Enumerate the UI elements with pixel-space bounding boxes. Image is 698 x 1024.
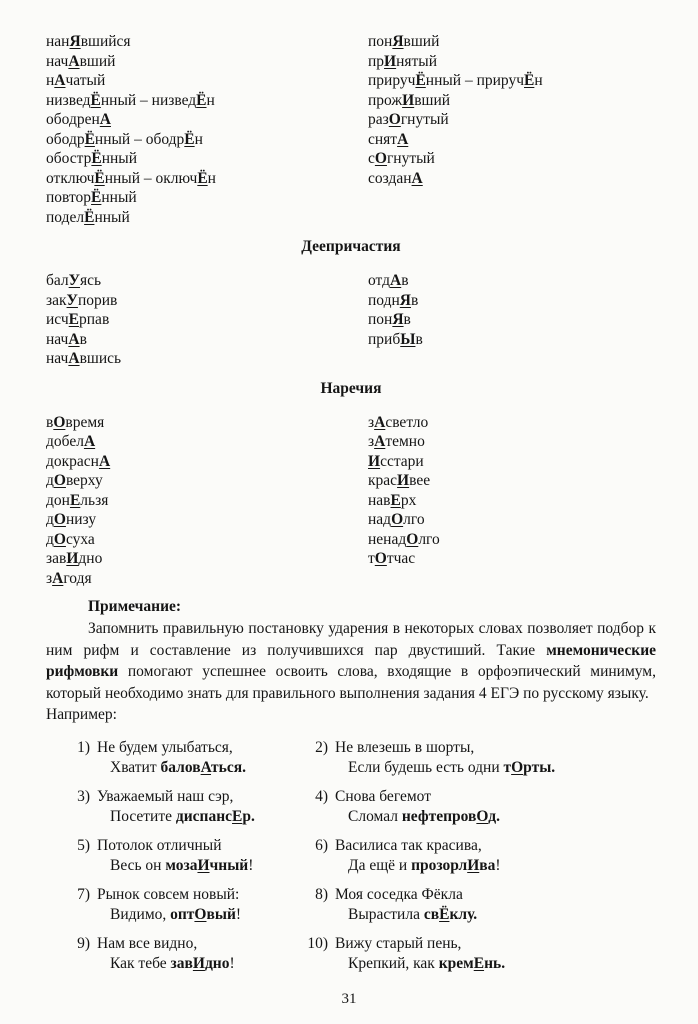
rhyme-item: [302, 787, 656, 828]
rhyme-item: [64, 836, 302, 877]
rhyme-number: 9): [77, 934, 90, 952]
word-item: завИдно: [46, 550, 103, 567]
stress-accent: Ё: [439, 906, 450, 923]
stress-accent: Е: [68, 311, 80, 328]
rhyme-lines: [335, 738, 555, 779]
stress-accent: И: [66, 550, 79, 567]
rhyme-number: 4): [315, 787, 328, 805]
rhyme-line-1: Потолок отличный: [97, 836, 222, 854]
rhyme-lines: [97, 738, 246, 779]
rhyme-line-2: Видимо, оптОвый!: [110, 906, 242, 923]
word-item: отключЁнный – оключЁн: [46, 169, 216, 187]
stress-accent: Ё: [84, 208, 95, 226]
participles-left-column: [46, 32, 368, 227]
stress-accent: Я: [392, 311, 404, 328]
word-item: понЯв: [368, 311, 411, 328]
stress-accent: А: [68, 350, 80, 367]
stress-accent: Ы: [400, 330, 416, 348]
stress-accent: О: [391, 511, 404, 528]
rhyme-item: [64, 738, 302, 779]
stress-accent: А: [411, 169, 423, 187]
word-item: балУясь: [46, 272, 102, 289]
word-item: отдАв: [368, 272, 409, 289]
word-item: зАгодя: [46, 569, 92, 587]
stress-accent: А: [98, 452, 111, 470]
rhyme-item: [302, 885, 656, 926]
stress-accent: Ё: [196, 91, 207, 109]
rhyme-line-1: Нам все видно,: [97, 934, 198, 952]
word-item: докраснА: [46, 452, 111, 470]
participles-section: [46, 32, 656, 227]
rhyme-number: 7): [77, 885, 90, 903]
stress-accent: О: [388, 111, 401, 128]
rhyme-line-1: Рынок совсем новый:: [97, 885, 240, 903]
word-item: поднЯв: [368, 291, 419, 309]
rhyme-number: 6): [315, 836, 328, 854]
rhyme-item: [64, 885, 302, 926]
narechiya-left-column: [46, 413, 368, 589]
stress-accent: А: [68, 52, 80, 70]
word-item: прожИвший: [368, 91, 451, 109]
stress-accent: Ё: [415, 72, 426, 89]
rhyme-line-2: Как тебе завИдно!: [110, 955, 235, 972]
rhyme-number: 2): [315, 738, 328, 756]
word-item: Исстари: [368, 452, 424, 470]
stress-accent: А: [83, 433, 96, 450]
word-item: понЯвший: [368, 33, 440, 50]
stress-accent: И: [384, 52, 397, 70]
stress-accent: Я: [392, 33, 404, 50]
rhyme-item: [64, 934, 302, 975]
word-item: начАвшись: [46, 350, 122, 367]
page-number: 31: [341, 991, 357, 1007]
stress-accent: Е: [69, 491, 81, 509]
word-item: нанЯвшийся: [46, 33, 131, 50]
stress-accent: Ё: [197, 169, 208, 187]
word-item: поделЁнный: [46, 208, 130, 226]
rhyme-line-1: Вижу старый пень,: [335, 934, 462, 952]
rhyme-lines: [335, 885, 477, 926]
word-item: низведЁнный – низведЁн: [46, 91, 215, 109]
rhyme-line-2: Если будешь есть одни тОрты.: [348, 759, 556, 776]
word-item: ободрЁнный – ободрЁн: [46, 130, 203, 148]
word-item: снятА: [368, 130, 409, 148]
rhyme-lines: [97, 836, 253, 877]
rhyme-line-2: Крепкий, как кремЕнь.: [348, 955, 506, 972]
stress-accent: О: [194, 906, 207, 923]
stress-accent: И: [197, 857, 210, 874]
stress-accent: О: [53, 530, 66, 548]
rhymes-section: [64, 738, 656, 975]
rhyme-item: [302, 934, 656, 975]
note-paragraph: Запомнить правильную постановку ударения в некоторых словах позволяет подбор к ним рифм и составление из получившихся пар двустиший. Такие мнемонические рифмовки помогают успешнее освоить слова, входящие в орфоэпический минимум, который необходимо знать для правильного выполнения задания 4 ЕГЭ по русскому языку.: [46, 620, 656, 702]
stress-accent: Ё: [184, 130, 195, 148]
rhyme-number: 5): [77, 836, 90, 854]
stress-accent: А: [68, 330, 80, 348]
participles-right-column: [368, 32, 656, 227]
word-item: тОтчас: [368, 550, 416, 567]
stress-accent: Я: [399, 291, 411, 309]
word-item: добелА: [46, 433, 96, 450]
rhymes-right-column: [302, 738, 656, 975]
word-item: прИнятый: [368, 52, 438, 70]
rhyme-item: [302, 738, 656, 779]
heading-deeprichastiya: Деепричастия: [301, 238, 401, 255]
rhyme-line-1: Уважаемый наш сэр,: [97, 787, 234, 805]
word-item: красИвее: [368, 472, 431, 489]
stress-accent: О: [476, 808, 489, 825]
rhyme-item: [64, 787, 302, 828]
stress-accent: Ё: [84, 130, 95, 148]
narechiya-section: [46, 413, 656, 589]
word-item: дОсуха: [46, 530, 95, 548]
rhyme-line-2: Посетите диспансЕр.: [110, 808, 255, 825]
stress-accent: О: [374, 550, 387, 567]
rhyme-line-1: Снова бегемот: [335, 787, 431, 805]
rhyme-lines: [97, 934, 235, 975]
stress-accent: Ё: [91, 189, 102, 206]
rhymes-left-column: [64, 738, 302, 975]
stress-accent: Е: [390, 491, 401, 509]
stress-accent: А: [397, 130, 409, 148]
stress-accent: А: [374, 433, 386, 450]
stress-accent: Е: [473, 955, 485, 972]
rhyme-number: 3): [77, 787, 90, 805]
word-item: прибЫв: [368, 330, 423, 348]
rhyme-line-2: Сломал нефтепровОд.: [348, 808, 500, 825]
word-item: закУпорив: [46, 291, 118, 309]
stress-accent: О: [511, 759, 524, 776]
stress-accent: А: [390, 272, 402, 289]
stress-accent: О: [53, 472, 66, 489]
rhyme-line-2: Да ещё и прозорлИва!: [348, 857, 501, 874]
example-label: Например:: [46, 706, 117, 723]
rhyme-number: 8): [315, 885, 328, 903]
word-item: навЕрх: [368, 491, 417, 509]
rhyme-line-2: Весь он мозаИчный!: [110, 857, 254, 874]
stress-accent: И: [397, 472, 410, 489]
stress-accent: У: [68, 272, 81, 289]
word-item: нАчатый: [46, 72, 106, 89]
stress-accent: Я: [69, 33, 81, 50]
stress-accent: Ё: [94, 169, 105, 187]
word-item: дОнизу: [46, 511, 97, 528]
word-item: зАтемно: [368, 433, 425, 450]
word-item: ободренА: [46, 111, 111, 128]
rhyme-lines: [335, 787, 500, 828]
word-item: надОлго: [368, 511, 425, 528]
rhyme-line-1: Не будем улыбаться,: [97, 738, 233, 756]
stress-accent: О: [374, 150, 387, 167]
word-item: донЕльзя: [46, 491, 109, 509]
stress-accent: Ё: [90, 91, 101, 109]
word-item: приручЁнный – приручЁн: [368, 72, 543, 89]
stress-accent: Ё: [91, 150, 102, 167]
stress-accent: И: [467, 857, 480, 874]
word-item: дОверху: [46, 472, 103, 489]
stress-accent: А: [99, 111, 111, 128]
word-item: обострЁнный: [46, 150, 138, 167]
stress-accent: У: [66, 291, 78, 309]
stress-accent: А: [54, 72, 66, 89]
stress-accent: Е: [232, 808, 243, 825]
rhyme-lines: [97, 885, 241, 926]
stress-accent: Ё: [524, 72, 535, 89]
word-item: вОвремя: [46, 413, 105, 431]
deeprichastiya-section: [46, 271, 656, 369]
stress-accent: И: [192, 955, 205, 972]
stress-accent: О: [53, 511, 66, 528]
rhyme-number: 1): [77, 738, 90, 756]
rhyme-lines: [335, 836, 501, 877]
rhyme-line-1: Василиса так красива,: [335, 836, 482, 854]
stress-accent: А: [52, 569, 64, 587]
rhyme-lines: [97, 787, 255, 828]
stress-accent: И: [402, 91, 415, 109]
stress-accent: И: [368, 452, 381, 470]
stress-accent: О: [53, 413, 66, 431]
stress-accent: А: [200, 759, 212, 776]
deeprichastiya-left-column: [46, 271, 368, 369]
word-item: начАв: [46, 330, 87, 348]
rhyme-item: [302, 836, 656, 877]
rhyme-line-1: Моя соседка Фёкла: [335, 885, 463, 903]
deeprichastiya-right-column: [368, 271, 656, 369]
rhyme-number: 10): [307, 934, 328, 952]
word-item: сОгнутый: [368, 150, 435, 167]
word-item: ненадОлго: [368, 530, 440, 548]
word-item: разОгнутый: [368, 111, 449, 128]
word-item: созданА: [368, 169, 423, 187]
stress-accent: О: [406, 530, 419, 548]
word-item: повторЁнный: [46, 189, 137, 206]
word-item: исчЕрпав: [46, 311, 110, 328]
rhyme-line-2: Вырастила свЁклу.: [348, 906, 478, 923]
word-item: начАвший: [46, 52, 116, 70]
rhyme-line-2: Хватит баловАться.: [110, 759, 246, 776]
note-title: Примечание:: [88, 598, 182, 615]
rhyme-line-1: Не влезешь в шорты,: [335, 738, 475, 756]
heading-narechiya: Наречия: [320, 379, 382, 397]
stress-accent: А: [374, 413, 386, 431]
word-item: зАсветло: [368, 413, 429, 431]
narechiya-right-column: [368, 413, 656, 589]
rhyme-lines: [335, 934, 505, 975]
